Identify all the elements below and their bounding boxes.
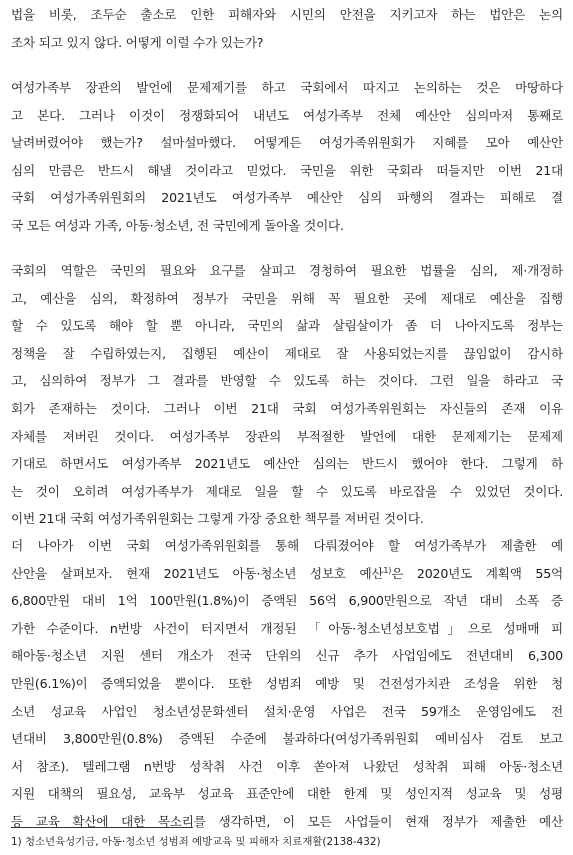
text-line: 고, 심의하여 정부가 그 결과를 반영할 수 있도록 하는 것이다. 그런 일을 하라고 국	[11, 373, 563, 389]
text-line-with-footnote-ref	[11, 560, 563, 588]
footnote-ref-marker[interactable]: 1)	[383, 565, 392, 575]
text-line: 더 나아가 이번 국회 여성가족위원회를 통해 다뤄졌어야 할 여성가족부가 제출한 예	[11, 538, 563, 553]
text-line: 서 참조). 텔레그램 n번방 성착취 사건 이후 쏟아져 나왔던 성착취 피해 아동·청소년	[11, 758, 563, 774]
text-line: 등 교육 확산에 대한 목소리를 생각하면, 이 모든 사업들이 현재 정부가 제출한 예산	[11, 813, 563, 829]
text-line: 자체를 져버린 것이다. 여성가족부 장관의 부적절한 발언에 대한 문제제기는 문제제	[11, 428, 563, 444]
text-line: 고 본다. 그러나 이것이 정쟁화되어 내년도 여성가족부 전체 예산안 심의마저 통째로	[11, 107, 563, 123]
text-line: 정책을 잘 수립하였는지, 집행된 예산이 제대로 잘 사용되었는지를 끊임없이 감시하	[11, 345, 563, 361]
text-line: 기대로 하면서도 여성가족부 2021년도 예산안 심의는 반드시 했어야 한다. 그렇게 하	[11, 456, 563, 472]
text-line: 년대비 3,800만원(0.8%) 증액된 수준에 불과하다(여성가족위원회 예비심사 검토 보고	[11, 731, 563, 747]
text-line: 법을 비롯, 조두순 출소로 인한 피해자와 시민의 안전을 지키고자 하는 법안은 논의	[11, 7, 563, 22]
footnote-divider	[11, 827, 193, 828]
paragraph-4	[11, 532, 563, 836]
text-line: 해아동·청소년 지원 센터 개소가 전국 단위의 신규 추가 사업임에도 전년대비 6,300	[11, 648, 563, 664]
paragraph-2	[11, 74, 563, 240]
text-line: 국회의 역할은 국민의 필요와 요구를 살피고 경청하여 필요한 법률을 심의, 제·개정하	[11, 263, 563, 278]
text-line: 6,800만원 대비 1억 100만원(1.8%)이 증액된 56억 6,900만원으로 작년 대비 소폭 증	[11, 593, 563, 609]
text-line: 지원 대책의 필요성, 교육부 성교육 표준안에 대한 한계 및 성인지적 성교육 및 성평	[11, 786, 563, 802]
text-segment: 산안을 살펴보자. 현재 2021년도 아동·청소년 성보호 예산	[11, 565, 384, 581]
paragraph-3	[11, 257, 563, 533]
text-line: 국 모든 여성과 가족, 아동·청소년, 전 국민에게 돌아올 것이다.	[11, 217, 344, 233]
footnote: 1) 청소년육성기금, 아동·청소년 성범죄 예방교육 및 피해자 치료재활(2138-432)	[11, 836, 381, 848]
text-line: 는 것이 오히려 여성가족부가 제대로 일을 할 수 있도록 바로잡을 수 있었던 것이다.	[11, 483, 563, 499]
text-line: 고, 예산을 심의, 확정하여 정부가 국민을 위해 꼭 필요한 곳에 제대로 예산을 집행	[11, 290, 563, 306]
text-line: 이번 21대 국회 여성가족위원회는 그렇게 가장 중요한 책무를 져버린 것이다.	[11, 511, 424, 527]
text-line: 가한 수준이다. n번방 사건이 터지면서 개정된 「아동·청소년성보호법」으로 성매매 피	[11, 620, 563, 636]
text-segment: 은 2020년도 계획액 55억	[391, 565, 564, 581]
text-line: 날려버렸어야 했는가? 설마설마했다. 어떻게든 여성가족위원회가 지혜를 모아 예산안	[11, 135, 563, 151]
text-line: 조차 되고 있지 않다. 어떻게 이럴 수가 있는가?	[11, 34, 264, 50]
text-line: 심의 만큼은 반드시 해낼 것이라고 믿었다. 국민을 위한 국회라 떠들지만 이번 21대	[11, 162, 563, 178]
text-line: 만원(6.1%)이 증액되었을 뿐이다. 또한 성범죄 예방 및 건전성가치관 조성을 위한 청	[11, 675, 563, 691]
paragraph-1	[11, 1, 563, 56]
text-line: 할 수 있도록 해야 할 뿐 아니라, 국민의 삶과 살림살이가 좀 더 나아지도록 정부는	[11, 318, 563, 334]
text-line: 국회 여성가족위원회의 2021년도 여성가족부 예산안 심의 파행의 결과는 피해로 결	[11, 190, 563, 206]
text-line: 소년 성교육 사업인 청소년성문화센터 설치·운영 사업은 전국 59개소 운영임에도 전	[11, 703, 563, 719]
text-line: 회가 존재하는 것이다. 그러나 이번 21대 국회 여성가족위원회는 자신들의 존재 이유	[11, 400, 563, 416]
text-line: 여성가족부 장관의 발언에 문제제기를 하고 국회에서 따지고 논의하는 것은 마땅하다	[11, 80, 563, 95]
